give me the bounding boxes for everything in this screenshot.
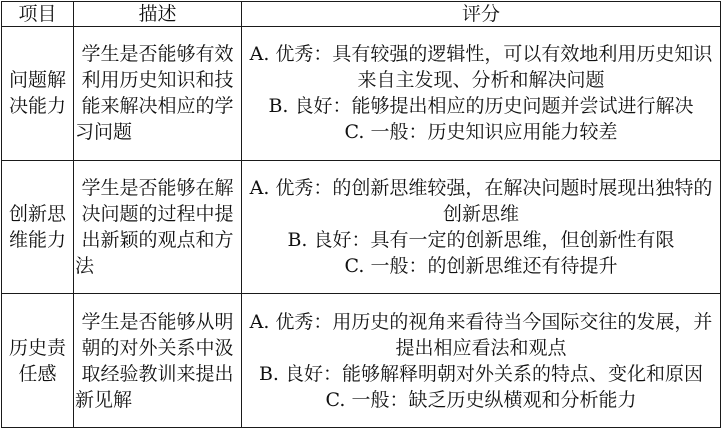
rating-a: A. 优秀：具有较强的逻辑性，可以有效地利用历史知识来自主发现、分析和解决问题 [249, 43, 713, 92]
rating-b: B. 良好：能够解释明朝对外关系的特点、变化和原因 [258, 362, 704, 385]
table-row [2, 294, 721, 428]
rating-a: A. 优秀：的创新思维较强，在解决问题时展现出独特的创新思维 [249, 176, 713, 225]
rating-c: C. 一般：的创新思维还有待提升 [344, 254, 618, 277]
rating-a: A. 优秀：用历史的视角来看待当今国际交往的发展，并提出相应看法和观点 [249, 310, 713, 359]
rating-b: B. 良好：具有一定的创新思维，但创新性有限 [287, 228, 675, 251]
row-item: 问题解决能力 [2, 27, 74, 161]
header-row [2, 2, 721, 27]
header-item: 项目 [2, 2, 74, 27]
row-ratings [242, 27, 721, 161]
header-rating: 评分 [242, 2, 721, 27]
evaluation-table [1, 1, 721, 428]
rating-b: B. 良好：能够提出相应的历史问题并尝试进行解决 [268, 95, 694, 118]
table-row [2, 27, 721, 161]
row-ratings [242, 294, 721, 428]
row-description: 学生是否能够在解决问题的过程中提出新颖的观点和方法 [74, 160, 242, 294]
rating-c: C. 一般：缺乏历史纵横观和分析能力 [325, 388, 637, 411]
row-item: 历史责任感 [2, 294, 74, 428]
header-description: 描述 [74, 2, 242, 27]
row-item: 创新思维能力 [2, 160, 74, 294]
row-description: 学生是否能够有效利用历史知识和技能来解决相应的学习问题 [74, 27, 242, 161]
row-ratings [242, 160, 721, 294]
row-description: 学生是否能够从明朝的对外关系中汲取经验教训来提出新见解 [74, 294, 242, 428]
table-row [2, 160, 721, 294]
rating-c: C. 一般：历史知识应用能力较差 [344, 121, 618, 144]
